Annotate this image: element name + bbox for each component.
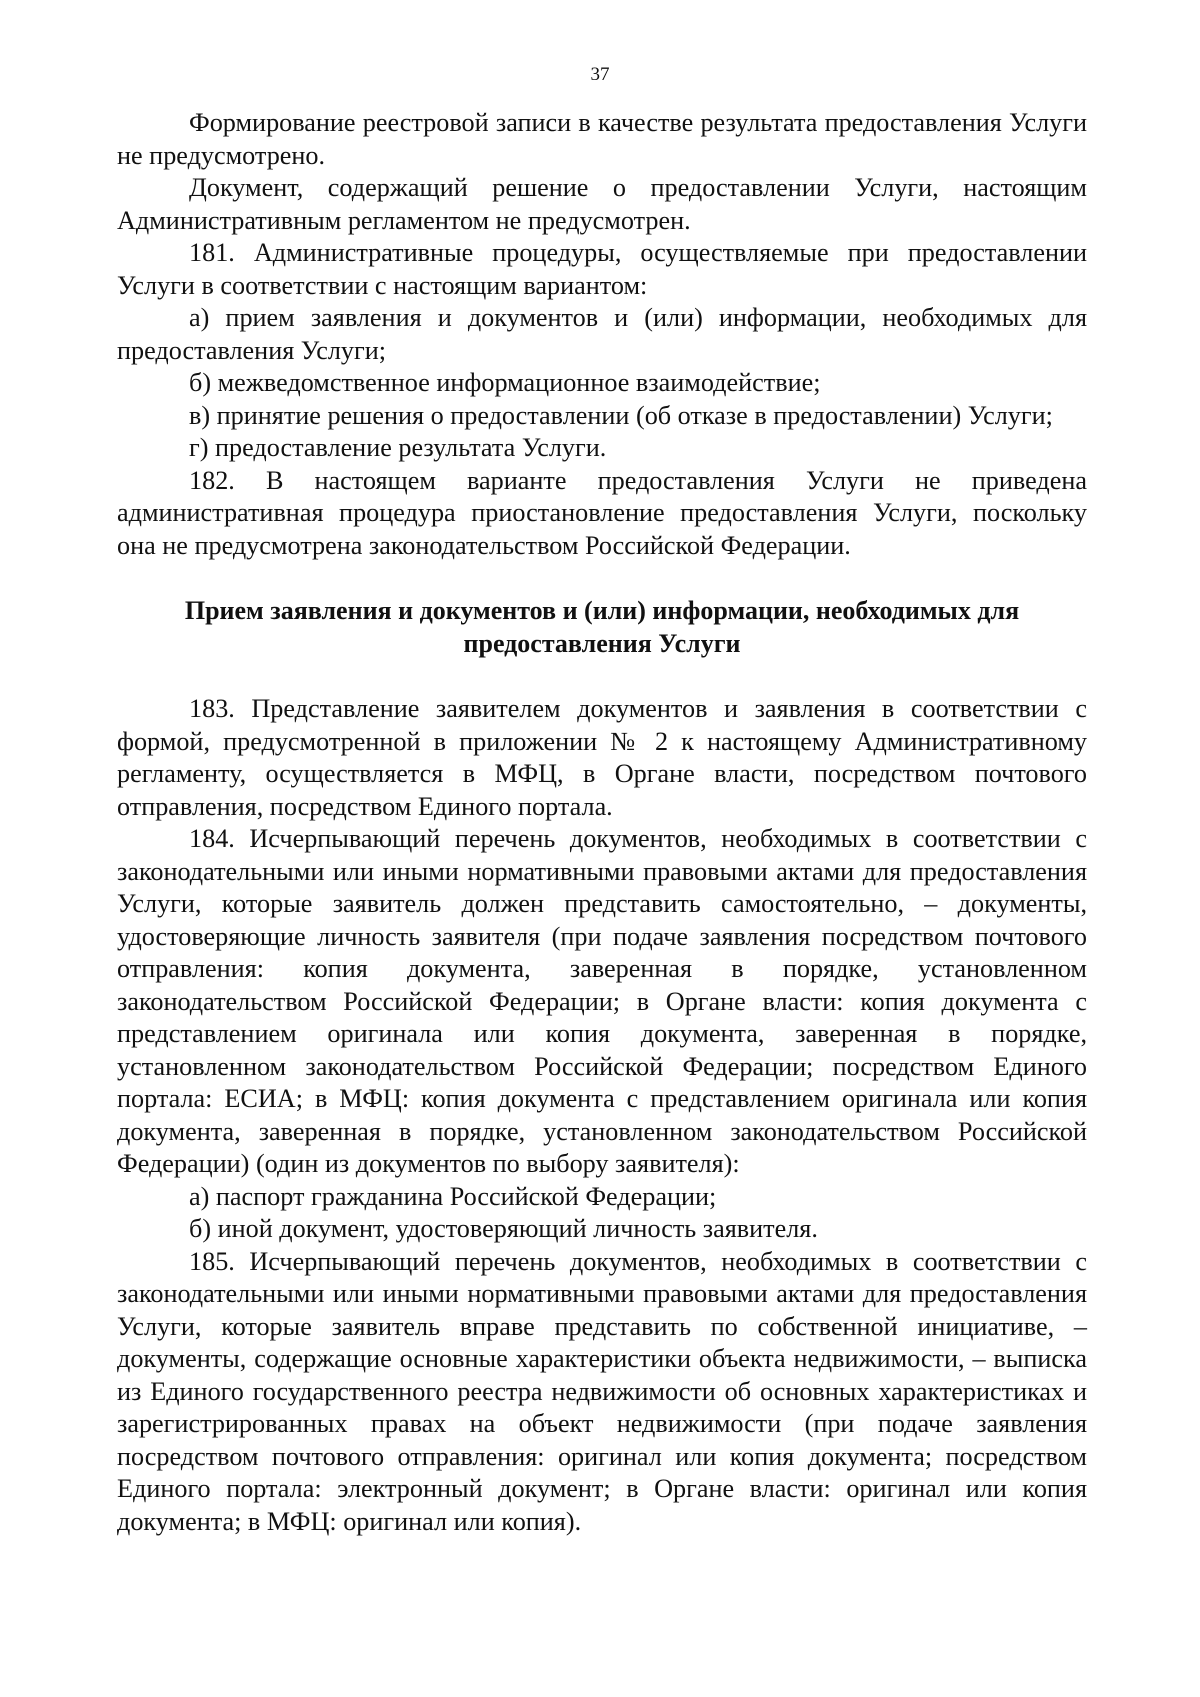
list-item-b: б) межведомственное информационное взаимодействие; bbox=[189, 368, 821, 397]
section-heading bbox=[117, 562, 1087, 693]
paragraph-182: 182. В настоящем варианте предоставления Услуги не приведена административная процедура приостановление предоставления Услуги, поскольку она не предусмотрена законодательством Российской Федерации. bbox=[117, 465, 1087, 560]
section-heading-line-1: Прием заявления и документов и (или) информации, необходимых для bbox=[184, 596, 1020, 625]
list-item-g: г) предоставление результата Услуги. bbox=[189, 433, 607, 462]
paragraph-184: 184. Исчерпывающий перечень документов, необходимых в соответствии с законодательными или иными нормативными правовыми актами для предоставления Услуги, которые заявитель должен представить самостоятельно, – документы, удостоверяющие личность заявителя (при подаче заявления посредством почтового отправления: копия документа, заверенная в порядке, установленном законодательством Российской Федерации; в Органе власти: копия документа с представлением оригинала или копия документа, заверенная в порядке, установленном законодательством Российской Федерации; посредством Единого портала: ЕСИА; в МФЦ: копия документа с представлением оригинала или копия документа, заверенная в порядке, установленном законодательством Российской Федерации) (один из документов по выбору заявителя): bbox=[117, 824, 1087, 1178]
paragraph-registry-record: Формирование реестровой записи в качестве результата предоставления Услуги не предусмотрено. bbox=[117, 108, 1087, 170]
paragraph-183: 183. Представление заявителем документов и заявления в соответствии с формой, предусмотренной в приложении № 2 к настоящему Административному регламенту, осуществляется в МФЦ, в Органе власти, посредством почтового отправления, посредством Единого портала. bbox=[117, 694, 1087, 821]
list-item-other-id: б) иной документ, удостоверяющий личность заявителя. bbox=[189, 1214, 818, 1243]
paragraph-185: 185. Исчерпывающий перечень документов, необходимых в соответствии с законодательными или иными нормативными правовыми актами для предоставления Услуги, которые заявитель вправе представить по собственной инициативе, – документы, содержащие основные характеристики объекта недвижимости, – выписка из Единого государственного реестра недвижимости об основных характеристиках и зарегистрированных правах на объект недвижимости (при подаче заявления посредством почтового отправления: оригинал или копия документа; посредством Единого портала: электронный документ; в Органе власти: оригинал или копия документа; в МФЦ: оригинал или копия). bbox=[117, 1246, 1087, 1536]
section-heading-line-2: предоставления Услуги bbox=[463, 628, 741, 658]
paragraph-decision-document: Документ, содержащий решение о предоставлении Услуги, настоящим Административным регламентом не предусмотрен. bbox=[117, 173, 1087, 235]
list-item-v: в) принятие решения о предоставлении (об отказе в предоставлении) Услуги; bbox=[189, 400, 1053, 430]
page-number: 37 bbox=[590, 64, 610, 85]
list-item-passport: а) паспорт гражданина Российской Федерации; bbox=[189, 1181, 717, 1211]
document-body bbox=[117, 107, 1087, 1538]
paragraph-181: 181. Административные процедуры, осуществляемые при предоставлении Услуги в соответствии с настоящим вариантом: bbox=[117, 238, 1087, 300]
list-item-a: а) прием заявления и документов и (или) информации, необходимых для предоставления Услуги; bbox=[117, 303, 1087, 365]
